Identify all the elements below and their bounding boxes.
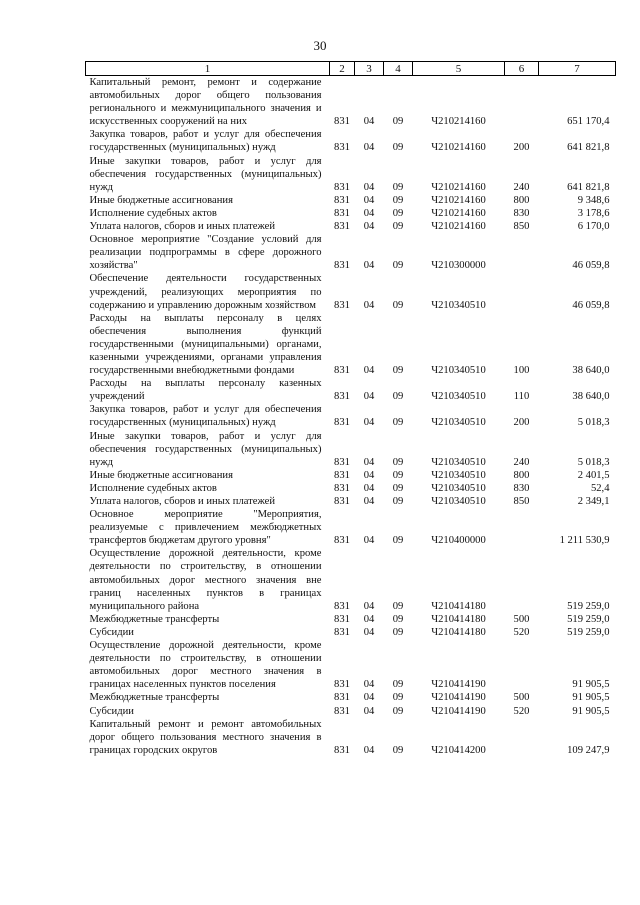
table-row xyxy=(86,718,616,757)
row-subsection: 09 xyxy=(392,482,404,494)
row-amount: 5 018,3 xyxy=(577,417,610,429)
row-subsection: 09 xyxy=(392,496,404,507)
table-row xyxy=(86,691,616,704)
row-expense-type: 100 xyxy=(513,365,530,377)
row-target-article: Ч210400000 xyxy=(431,535,486,547)
row-target-article: Ч210340510 xyxy=(431,365,486,377)
row-expense-type: 850 xyxy=(513,496,530,507)
row-ministry: 831 xyxy=(334,194,350,206)
row-section: 04 xyxy=(363,365,375,377)
row-expense-type xyxy=(505,547,539,612)
row-section: 04 xyxy=(363,496,375,507)
table-body xyxy=(86,76,616,757)
row-ministry: 831 xyxy=(334,469,350,481)
row-ministry: 831 xyxy=(334,181,350,193)
row-amount: 641 821,8 xyxy=(567,181,610,193)
row-expense-type: 800 xyxy=(513,194,530,206)
page-number: 30 xyxy=(313,38,327,53)
table-row xyxy=(86,613,616,626)
row-subsection: 09 xyxy=(392,299,404,311)
row-name: Субсидии xyxy=(89,626,134,638)
row-section: 04 xyxy=(363,116,375,128)
row-ministry: 831 xyxy=(334,626,350,638)
row-ministry: 831 xyxy=(334,692,350,704)
row-amount: 519 259,0 xyxy=(567,600,610,612)
row-target-article: Ч210214160 xyxy=(431,181,486,193)
row-target-article: Ч210340510 xyxy=(431,417,486,429)
row-subsection: 09 xyxy=(392,181,404,193)
row-name: Исполнение судебных актов xyxy=(89,482,217,494)
row-amount: 109 247,9 xyxy=(567,744,610,756)
table-row xyxy=(86,312,616,377)
table-row xyxy=(86,220,616,233)
row-expense-type: 240 xyxy=(513,181,530,193)
row-expense-type: 850 xyxy=(513,221,530,233)
row-ministry: 831 xyxy=(334,365,350,377)
row-subsection: 09 xyxy=(392,260,404,272)
row-section: 04 xyxy=(363,705,375,717)
row-expense-type: 200 xyxy=(513,417,530,429)
table-row xyxy=(86,508,616,547)
row-amount: 91 905,5 xyxy=(572,692,610,704)
row-target-article: Ч210414190 xyxy=(431,679,486,691)
row-expense-type: 520 xyxy=(513,705,530,717)
row-amount: 46 059,8 xyxy=(572,299,610,311)
table-row xyxy=(86,495,616,508)
row-amount: 38 640,0 xyxy=(572,365,610,377)
header-col-1: 1 xyxy=(86,62,330,76)
table-row xyxy=(86,403,616,429)
row-subsection: 09 xyxy=(392,705,404,717)
row-target-article: Ч210340510 xyxy=(431,299,486,311)
row-name: Иные бюджетные ассигнования xyxy=(89,469,233,481)
row-subsection: 09 xyxy=(392,744,404,756)
row-amount: 641 821,8 xyxy=(567,142,610,154)
row-expense-type xyxy=(505,718,539,757)
row-target-article: Ч210414180 xyxy=(431,600,486,612)
table-row xyxy=(86,626,616,639)
row-expense-type: 240 xyxy=(513,456,530,468)
row-expense-type xyxy=(505,76,539,129)
header-col-3: 3 xyxy=(355,62,384,76)
row-amount: 519 259,0 xyxy=(567,613,610,625)
row-amount: 52,4 xyxy=(590,482,610,494)
row-expense-type xyxy=(505,233,539,272)
row-ministry: 831 xyxy=(334,260,350,272)
row-target-article: Ч210340510 xyxy=(431,456,486,468)
row-expense-type: 500 xyxy=(513,692,530,704)
row-target-article: Ч210214160 xyxy=(431,116,486,128)
row-name: Уплата налогов, сборов и иных платежей xyxy=(89,221,276,233)
row-subsection: 09 xyxy=(392,391,404,403)
row-subsection: 09 xyxy=(392,365,404,377)
table-row xyxy=(86,76,616,129)
row-name: Закупка товаров, работ и услуг для обеспечения государственных (муниципальных) нужд xyxy=(89,129,322,154)
row-name: Субсидии xyxy=(89,705,134,717)
row-amount: 46 059,8 xyxy=(572,260,610,272)
row-amount: 9 348,6 xyxy=(577,194,610,206)
row-name: Капитальный ремонт и ремонт автомобильных дорог общего пользования местного значения в границах городских округов xyxy=(89,718,322,756)
row-subsection: 09 xyxy=(392,613,404,625)
row-ministry: 831 xyxy=(334,116,350,128)
row-target-article: Ч210340510 xyxy=(431,469,486,481)
row-target-article: Ч210340510 xyxy=(431,391,486,403)
row-expense-type xyxy=(505,272,539,311)
row-target-article: Ч210300000 xyxy=(431,260,486,272)
table-row xyxy=(86,233,616,272)
row-section: 04 xyxy=(363,600,375,612)
row-amount: 651 170,4 xyxy=(567,116,610,128)
table-row xyxy=(86,272,616,311)
row-subsection: 09 xyxy=(392,692,404,704)
row-expense-type: 800 xyxy=(513,469,530,481)
row-section: 04 xyxy=(363,299,375,311)
row-target-article: Ч210214160 xyxy=(431,194,486,206)
row-ministry: 831 xyxy=(334,391,350,403)
row-amount: 91 905,5 xyxy=(572,705,610,717)
row-subsection: 09 xyxy=(392,116,404,128)
row-name: Иные бюджетные ассигнования xyxy=(89,194,233,206)
row-name: Осуществление дорожной деятельности, кроме деятельности по строительству, в отношении автомобильных дорог местного значения в границах населенных пунктов поселения xyxy=(89,640,322,691)
row-expense-type xyxy=(505,639,539,691)
row-section: 04 xyxy=(363,181,375,193)
budget-table xyxy=(85,61,616,757)
row-name: Закупка товаров, работ и услуг для обеспечения государственных (муниципальных) нужд xyxy=(89,404,322,429)
row-amount: 6 170,0 xyxy=(577,221,610,233)
row-section: 04 xyxy=(363,142,375,154)
table-row xyxy=(86,547,616,612)
table-row xyxy=(86,155,616,194)
table-row xyxy=(86,430,616,469)
row-section: 04 xyxy=(363,207,375,219)
row-ministry: 831 xyxy=(334,600,350,612)
row-subsection: 09 xyxy=(392,456,404,468)
row-name: Основное мероприятие "Мероприятия, реализуемые с привлечением межбюджетных трансфертов бюджетам другого уровня" xyxy=(89,509,322,547)
row-expense-type xyxy=(505,508,539,547)
row-subsection: 09 xyxy=(392,207,404,219)
row-name: Межбюджетные трансферты xyxy=(89,613,220,625)
header-col-7: 7 xyxy=(539,62,616,76)
row-section: 04 xyxy=(363,613,375,625)
row-expense-type: 830 xyxy=(513,482,530,494)
row-amount: 2 401,5 xyxy=(577,469,610,481)
row-expense-type: 200 xyxy=(513,142,530,154)
row-target-article: Ч210340510 xyxy=(431,482,486,494)
row-name: Иные закупки товаров, работ и услуг для обеспечения государственных (муниципальных) нужд xyxy=(89,430,322,468)
row-expense-type: 500 xyxy=(513,613,530,625)
row-section: 04 xyxy=(363,456,375,468)
row-amount: 91 905,5 xyxy=(572,679,610,691)
row-subsection: 09 xyxy=(392,679,404,691)
row-subsection: 09 xyxy=(392,600,404,612)
row-section: 04 xyxy=(363,692,375,704)
row-amount: 2 349,1 xyxy=(577,496,610,507)
table-row xyxy=(86,194,616,207)
row-amount: 1 211 530,9 xyxy=(559,535,610,547)
table-header xyxy=(86,62,616,76)
row-ministry: 831 xyxy=(334,221,350,233)
table-row xyxy=(86,207,616,220)
row-name: Обеспечение деятельности государственных учреждений, реализующих мероприятия по содержанию и управлению дорожным хозяйством xyxy=(89,273,322,311)
row-target-article: Ч210414190 xyxy=(431,692,486,704)
row-section: 04 xyxy=(363,744,375,756)
row-ministry: 831 xyxy=(334,496,350,507)
row-ministry: 831 xyxy=(334,417,350,429)
row-section: 04 xyxy=(363,626,375,638)
row-name: Основное мероприятие "Создание условий для реализации подпрограммы в сфере дорожного хозяйства" xyxy=(89,234,322,272)
table-row xyxy=(86,705,616,718)
table-row xyxy=(86,469,616,482)
header-col-6: 6 xyxy=(505,62,539,76)
row-subsection: 09 xyxy=(392,221,404,233)
row-amount: 3 178,6 xyxy=(577,207,610,219)
row-target-article: Ч210214160 xyxy=(431,207,486,219)
row-ministry: 831 xyxy=(334,207,350,219)
table-row xyxy=(86,482,616,495)
row-ministry: 831 xyxy=(334,456,350,468)
row-name: Капитальный ремонт, ремонт и содержание автомобильных дорог общего пользования регионального и межмуниципального значения и искусственных сооружений на них xyxy=(89,77,322,128)
row-ministry: 831 xyxy=(334,613,350,625)
row-section: 04 xyxy=(363,679,375,691)
row-target-article: Ч210414180 xyxy=(431,613,486,625)
row-target-article: Ч210414200 xyxy=(431,744,486,756)
row-subsection: 09 xyxy=(392,142,404,154)
row-section: 04 xyxy=(363,221,375,233)
row-name: Межбюджетные трансферты xyxy=(89,692,220,704)
row-target-article: Ч210414180 xyxy=(431,626,486,638)
row-target-article: Ч210414190 xyxy=(431,705,486,717)
row-subsection: 09 xyxy=(392,626,404,638)
header-col-5: 5 xyxy=(413,62,505,76)
header-col-4: 4 xyxy=(384,62,413,76)
row-name: Расходы на выплаты персоналу в целях обеспечения выполнения функций государственными (муниципальными) органами, казенными учреждениями, органами управления государственными внебюджетными фондами xyxy=(89,312,322,377)
row-name: Уплата налогов, сборов и иных платежей xyxy=(89,496,276,507)
header-col-2: 2 xyxy=(330,62,355,76)
row-target-article: Ч210214160 xyxy=(431,142,486,154)
row-section: 04 xyxy=(363,482,375,494)
row-section: 04 xyxy=(363,391,375,403)
row-subsection: 09 xyxy=(392,469,404,481)
row-expense-type: 830 xyxy=(513,207,530,219)
row-name: Исполнение судебных актов xyxy=(89,207,217,219)
row-name: Расходы на выплаты персоналу казенных учреждений xyxy=(89,378,322,403)
row-target-article: Ч210214160 xyxy=(431,221,486,233)
row-amount: 5 018,3 xyxy=(577,456,610,468)
row-ministry: 831 xyxy=(334,705,350,717)
row-section: 04 xyxy=(363,469,375,481)
row-ministry: 831 xyxy=(334,679,350,691)
row-section: 04 xyxy=(363,194,375,206)
row-expense-type: 520 xyxy=(513,626,530,638)
row-ministry: 831 xyxy=(334,142,350,154)
row-section: 04 xyxy=(363,260,375,272)
row-target-article: Ч210340510 xyxy=(431,496,486,507)
row-section: 04 xyxy=(363,535,375,547)
row-ministry: 831 xyxy=(334,744,350,756)
row-ministry: 831 xyxy=(334,535,350,547)
table-row xyxy=(86,128,616,154)
row-name: Осуществление дорожной деятельности, кроме деятельности по строительству, в отношении автомобильных дорог местного значения вне границ населенных пунктов в границах муниципального района xyxy=(89,548,322,612)
row-subsection: 09 xyxy=(392,535,404,547)
row-amount: 519 259,0 xyxy=(567,626,610,638)
row-amount: 38 640,0 xyxy=(572,391,610,403)
row-expense-type: 110 xyxy=(513,391,530,403)
row-section: 04 xyxy=(363,417,375,429)
row-name: Иные закупки товаров, работ и услуг для обеспечения государственных (муниципальных) нужд xyxy=(89,155,322,193)
row-subsection: 09 xyxy=(392,417,404,429)
table-row xyxy=(86,377,616,403)
table-row xyxy=(86,639,616,691)
row-ministry: 831 xyxy=(334,299,350,311)
row-subsection: 09 xyxy=(392,194,404,206)
row-ministry: 831 xyxy=(334,482,350,494)
